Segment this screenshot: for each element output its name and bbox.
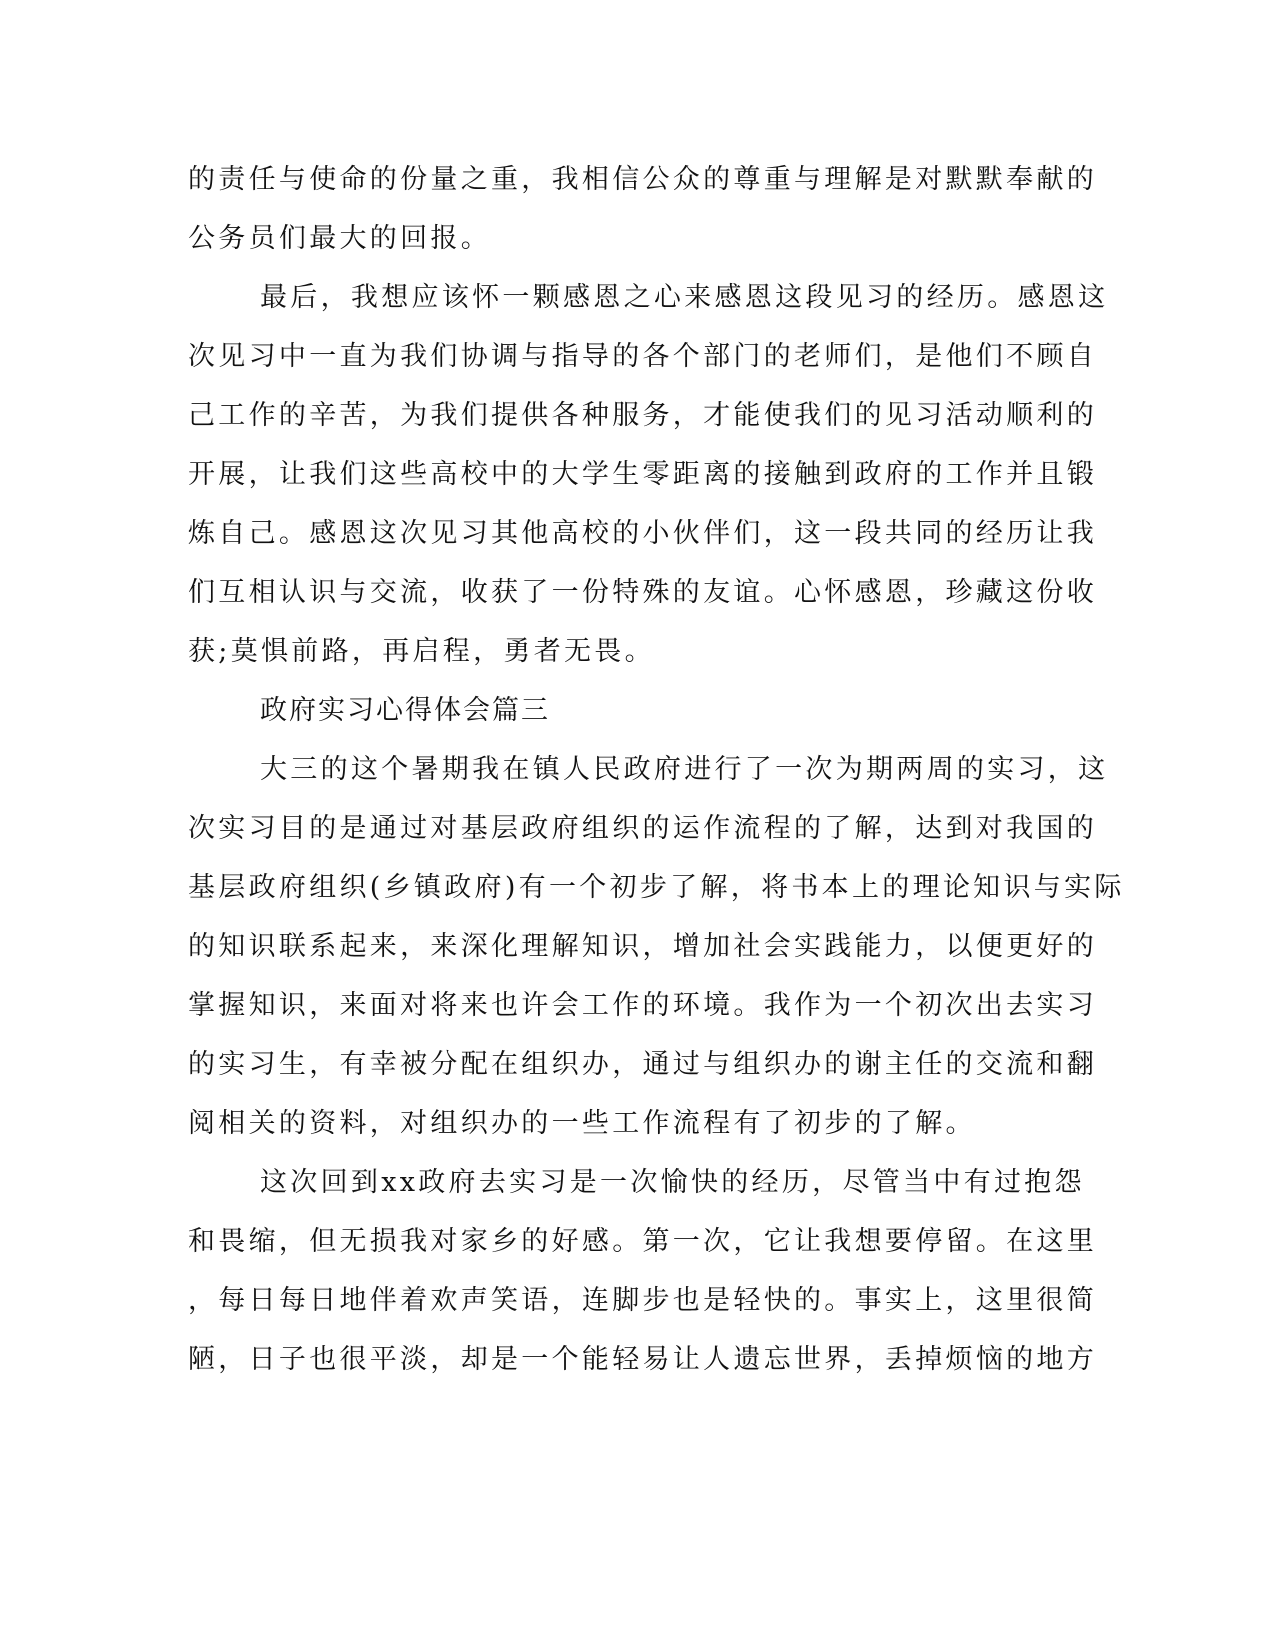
text-line: 和畏缩，但无损我对家乡的好感。第一次，它让我想要停留。在这里 [188,1226,1097,1257]
text-line: 掌握知识，来面对将来也许会工作的环境。我作为一个初次出去实习 [188,990,1097,1021]
text-line: 炼自己。感恩这次见习其他高校的小伙伴们，这一段共同的经历让我 [188,518,1097,549]
paragraph-start-line: 这次回到xx政府去实习是一次愉快的经历，尽管当中有过抱怨 [260,1167,1085,1198]
text-line: 们互相认识与交流，收获了一份特殊的友谊。心怀感恩，珍藏这份收 [188,577,1097,608]
text-line: 的实习生，有幸被分配在组织办，通过与组织办的谢主任的交流和翻 [188,1049,1097,1080]
text-line: 的责任与使命的份量之重，我相信公众的尊重与理解是对默默奉献的 [188,164,1097,195]
text-line: 公务员们最大的回报。 [188,223,491,254]
text-line: 阅相关的资料，对组织办的一些工作流程有了初步的了解。 [188,1108,976,1139]
text-line: 次实习目的是通过对基层政府组织的运作流程的了解，达到对我国的 [188,813,1097,844]
text-line: 基层政府组织(乡镇政府)有一个初步了解，将书本上的理论知识与实际 [188,872,1125,903]
text-line: 开展，让我们这些高校中的大学生零距离的接触到政府的工作并且锻 [188,459,1097,490]
text-line: 陋，日子也很平淡，却是一个能轻易让人遗忘世界，丢掉烦恼的地方 [188,1344,1097,1375]
text-line: 的知识联系起来，来深化理解知识，增加社会实践能力，以便更好的 [188,931,1097,962]
section-heading: 政府实习心得体会篇三 [260,695,550,726]
text-line: 己工作的辛苦，为我们提供各种服务，才能使我们的见习活动顺利的 [188,400,1097,431]
paragraph-start-line: 大三的这个暑期我在镇人民政府进行了一次为期两周的实习，这 [260,754,1109,785]
paragraph-start-line: 最后，我想应该怀一颗感恩之心来感恩这段见习的经历。感恩这 [260,282,1109,313]
text-line: 次见习中一直为我们协调与指导的各个部门的老师们，是他们不顾自 [188,341,1097,372]
text-line: ，每日每日地伴着欢声笑语，连脚步也是轻快的。事实上，这里很简 [188,1285,1097,1316]
text-line: 获;莫惧前路，再启程，勇者无畏。 [188,636,655,667]
